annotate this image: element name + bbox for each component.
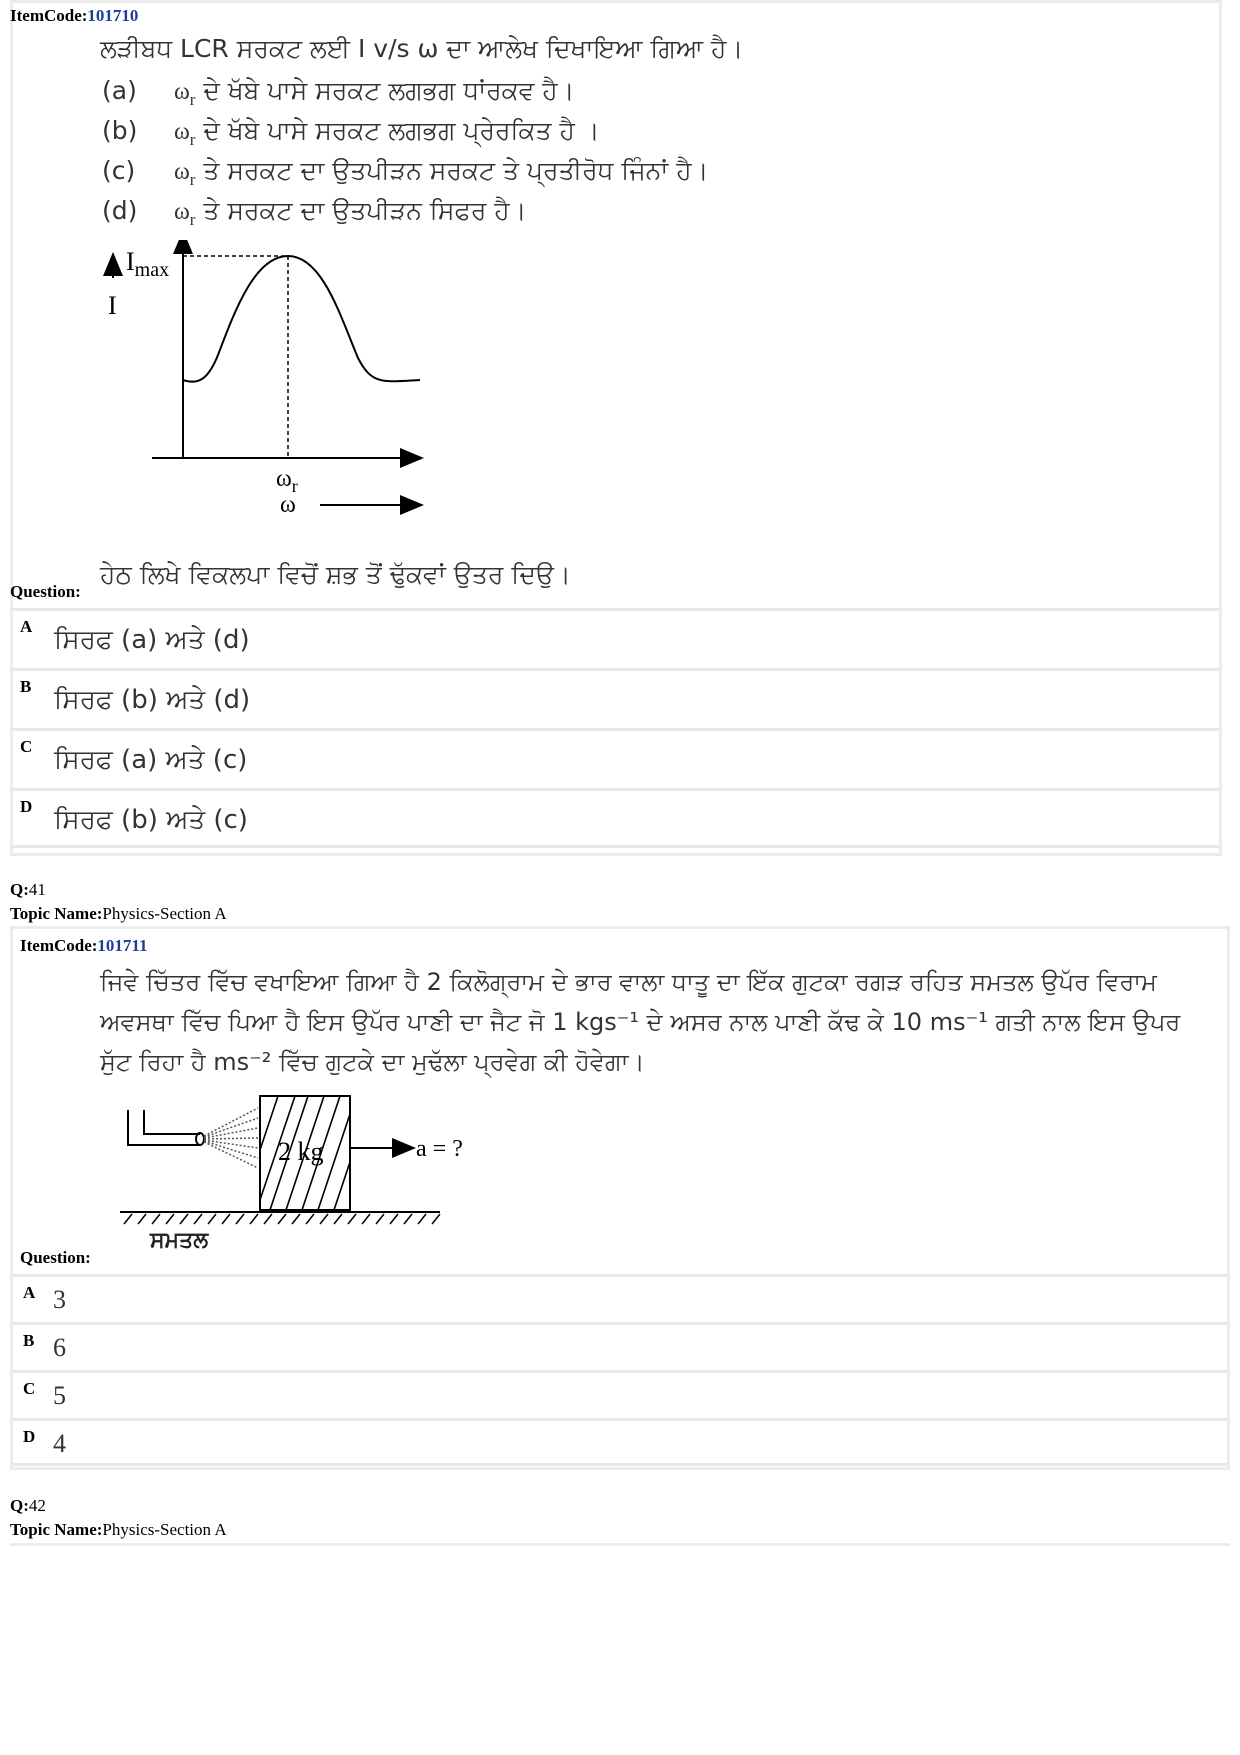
omega-subscript: r [189, 130, 196, 149]
statement-d [102, 196, 526, 230]
question-label: Question: [20, 1248, 91, 1267]
option-d[interactable] [10, 788, 1220, 848]
omega-subscript: r [189, 170, 196, 189]
statement-text: ਦੇ ਖੱਬੇ ਪਾਸੇ ਸਰਕਟ ਲਗਭਗ ਪ੍ਰੇਰਕਿਤ ਹੈ । [203, 116, 600, 145]
option-letter: C [23, 1379, 36, 1398]
option-text: ਸਿਰਫ (a) ਅਤੇ (d) [54, 625, 250, 655]
question-label: Question: [10, 582, 81, 601]
omega-symbol: ω [174, 119, 190, 145]
block-mass-label: 2 kg [278, 1137, 324, 1166]
question-number-value: 41 [28, 880, 46, 899]
option-letter: B [20, 677, 32, 696]
option-b[interactable] [13, 1322, 1227, 1370]
option-letter: D [23, 1427, 36, 1446]
option-letter: A [23, 1283, 36, 1302]
jet-pipe [128, 1110, 200, 1145]
item-code-label: ItemCode: [10, 6, 88, 25]
option-text: 4 [53, 1429, 66, 1458]
omega-symbol: ω [174, 79, 190, 105]
topic-name-value: Physics-Section A [102, 904, 227, 923]
option-b[interactable] [10, 668, 1220, 728]
statement-text: ਦੇ ਖੱਬੇ ਪਾਸੇ ਸਰਕਟ ਲਗਭਗ ਧਾਂਰਕਵ ਹੈ। [203, 76, 575, 105]
option-text: ਸਿਰਫ (b) ਅਤੇ (d) [54, 685, 251, 715]
question-instruction: ਹੇਠ ਲਿਖੇ ਵਿਕਲਪਾ ਵਿਚੋਂ ਸ਼ਭ ਤੋਂ ਢੁੱਕਵਾਂ ਉਤਰ ਦਿਉ। [100, 560, 571, 589]
option-letter: D [20, 797, 33, 816]
omega-axis-label: ω [280, 492, 296, 518]
acceleration-label: a = ? [416, 1136, 463, 1162]
question-number-label: Q: [10, 880, 29, 899]
topic-name-label: Topic Name: [10, 904, 103, 923]
question-number-value: 42 [28, 1496, 46, 1515]
stem-line: ਲੜੀਬਧ LCR ਸਰਕਟ ਲਈ I v/s ω ਦਾ ਆਲੇਖ ਦਿਖਾਇਆ ਗਿਆ ਹੈ। [100, 34, 744, 63]
question-number-label: Q: [10, 1496, 29, 1515]
stem-line: ਜਿਵੇ ਚਿੱਤਰ ਵਿੱਚ ਵਖਾਇਆ ਗਿਆ ਹੈ 2 ਕਿਲੋਗ੍ਰਾਮ ਦੇ ਭਾਰ ਵਾਲਾ ਧਾਤੂ ਦਾ ਇੱਕ ਗੁਟਕਾ ਰਗੜ ਰਹਿਤ ਸਮਤਲ ਉਪੱਰ ਵਿਰਾਮ [100, 968, 1157, 996]
statement-text: ਤੇ ਸਰਕਟ ਦਾ ਉਤਪੀੜਨ ਸਰਕਟ ਤੇ ਪ੍ਰਤੀਰੋਧ ਜਿੰਨਾਂ ਹੈ। [203, 156, 709, 185]
option-text: 5 [53, 1381, 66, 1410]
option-c[interactable] [10, 728, 1220, 788]
water-spray [204, 1108, 258, 1168]
surface-label: ਸਮਤਲ [150, 1228, 209, 1253]
option-letter: B [23, 1331, 35, 1350]
statement-c [102, 156, 709, 190]
omega-subscript: r [189, 90, 196, 109]
option-text: ਸਿਰਫ (a) ਅਤੇ (c) [54, 745, 248, 775]
item-code-value: 101711 [97, 936, 148, 955]
option-text: 6 [53, 1333, 66, 1362]
topic-name-value: Physics-Section A [102, 1520, 227, 1539]
resonance-curve [183, 256, 420, 382]
item-code [20, 936, 147, 956]
statement-label: (a) [102, 76, 137, 105]
item-code-value: 101710 [87, 6, 139, 25]
y-axis-label: I [108, 291, 117, 320]
stem-line: ਅਵਸਥਾ ਵਿੱਚ ਪਿਆ ਹੈ ਇਸ ਉਪੱਰ ਪਾਣੀ ਦਾ ਜੈਟ ਜੋ 1 kgs⁻¹ ਦੇ ਅਸਰ ਨਾਲ ਪਾਣੀ ਕੱਢ ਕੇ 10 ms⁻¹ ਗਤੀ ਨਾਲ ਇਸ ਉਪਰ [100, 1008, 1181, 1036]
statement-a [102, 76, 575, 110]
statement-text: ਤੇ ਸਰਕਟ ਦਾ ਉਤਪੀੜਨ ਸਿਫਰ ਹੈ। [203, 196, 527, 225]
omega-r-label: $\omega_r$ [276, 466, 298, 496]
statement-b [102, 116, 600, 150]
imax-label: $I_{max}$ [126, 247, 170, 281]
water-jet-figure [120, 1090, 480, 1240]
statement-label: (c) [102, 156, 136, 185]
topic-name [10, 904, 227, 924]
option-d[interactable] [13, 1418, 1227, 1466]
option-text: 3 [53, 1285, 66, 1314]
resonance-graph [90, 240, 450, 520]
item-code [10, 6, 138, 26]
item-code-label: ItemCode: [20, 936, 98, 955]
topic-name [10, 1520, 227, 1540]
question-number [10, 1496, 46, 1516]
option-c[interactable] [13, 1370, 1227, 1418]
option-letter: C [20, 737, 33, 756]
question-number [10, 880, 46, 900]
statement-label: (d) [102, 196, 138, 225]
option-a[interactable] [10, 608, 1220, 668]
omega-subscript: r [189, 210, 196, 229]
stem-line: ਸੁੱਟ ਰਿਹਾ ਹੈ ms⁻² ਵਿੱਚ ਗੁਟਕੇ ਦਾ ਮੁਢੱਲਾ ਪ੍ਰਵੇਗ ਕੀ ਹੋਵੇਗਾ। [100, 1048, 645, 1076]
option-text: ਸਿਰਫ (b) ਅਤੇ (c) [54, 805, 248, 835]
ground-hatching [124, 1214, 440, 1224]
divider [10, 1543, 1230, 1546]
statement-label: (b) [102, 116, 138, 145]
jet-pipe [144, 1110, 200, 1134]
option-letter: A [20, 617, 33, 636]
topic-name-label: Topic Name: [10, 1520, 103, 1539]
omega-symbol: ω [174, 159, 190, 185]
option-a[interactable] [13, 1274, 1227, 1322]
omega-symbol: ω [174, 199, 190, 225]
